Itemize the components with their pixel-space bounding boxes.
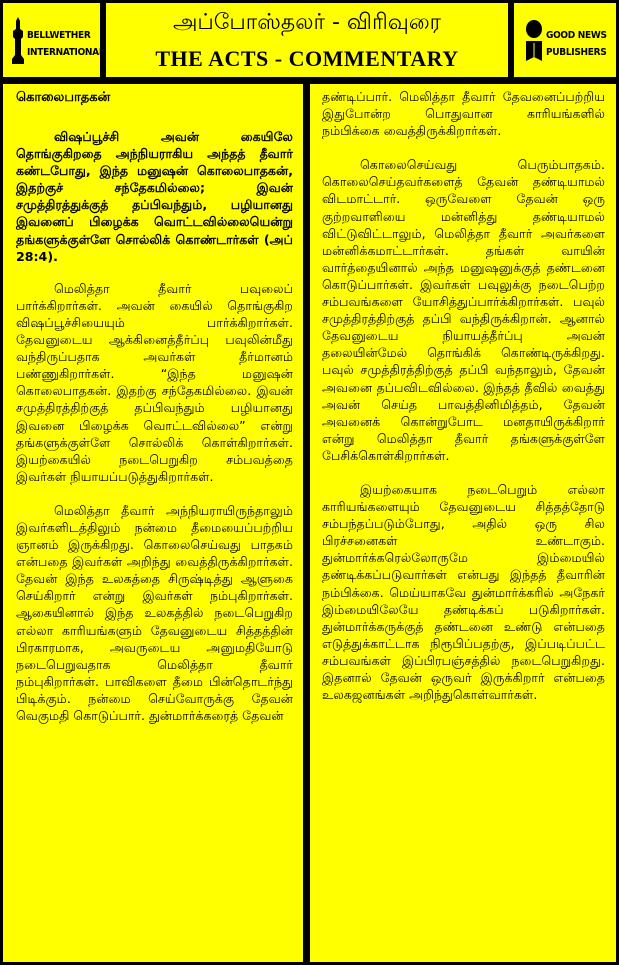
paragraph-1: மெலித்தா தீவார் பவுலைப் பார்க்கிறார்கள். அவன் கையில் தொங்குகிற விஷப்பூச்சியையும் பார்க்கிறார்கள். தேவனுடைய ஆக்கினைத்தீர்ப்பு பவுலின்மீது வந்திருப்பதாக அவர்கள் தீர்மானம் பண்ணுகிறார்கள். “இந்த மனுஷன் கொலைபாதகன். இதற்கு சந்தேகமில்லை. இவன் சமுத்திரத்திற்குத் தப்பிவந்தும் பழியானது இவனை பிழைக்க வொட்டவில்லை” என்று தங்களுக்குள்ளே சொல்லிக் கொள்கிறார்கள். இயற்கையில் நடைபெறுகிற சம்பவத்தை இவர்கள் நியாயப்படுத்துகிறார்கள். [16, 280, 293, 484]
right-logo-panel [514, 3, 616, 77]
lamp-icon [11, 15, 25, 65]
paragraph-4: இயற்கையாக நடைபெறும் எல்லா காரியங்களையும் தேவனுடைய சித்தத்தோடு சம்பந்தப்படும்போது, அதில் ஒரு சில பிரச்சனைகள் உண்டாகும். துன்மார்க்கரெல்லோருமே இம்மையில் தண்டிக்கப்படுவார்கள் என்பது இந்தத் தீவாரின் நம்பிக்கை. மெய்யாகவே துன்மார்க்கரில் அநேகர் இம்மையிலேயே தண்டிக்கப் படுகிறார்கள். துன்மார்க்கருக்குத் தண்டனை உண்டு என்பதை எடுத்துக்காட்டாக நிரூபிப்பதற்கு, இப்படிப்பட்ட சம்பவங்கள் இப்பிரபஞ்சத்தில் நடைபெறுகிறது. இதனால் தேவன் ஒருவர் இருக்கிறார் என்பதை உலகஜனங்கள் அறிந்துகொள்வார்கள். [322, 481, 605, 703]
right-column-text [322, 88, 605, 720]
logo-line-1: GOOD NEWS [546, 30, 607, 41]
logo-text [27, 27, 104, 61]
logo-text [546, 27, 607, 61]
logo-line-1: BELLWETHER [27, 30, 91, 41]
right-column [310, 84, 616, 962]
left-column [3, 84, 303, 962]
paragraph-2: மெலித்தா தீவார் அந்நியராயிருந்தாலும் இவர்களிடத்திலும் நன்மை தீமையைப்பற்றிய ஞானம் இருக்கிறது. கொலைசெய்வது பாதகம் என்பதை இவர்கள் அறிந்து வைத்திருக்கிறார்கள். தேவன் இந்த உலகத்தை சிருஷ்டித்து ஆளுகை செய்கிறார் என்று இவர்கள் நம்புகிறார்கள். ஆகையினால் இந்த உலகத்தில் நடைபெறுகிற எல்லா காரியங்களும் தேவனுடைய சித்தத்தின் பிரகாரமாக, அவருடைய அனுமதியோடு நடைபெறுவதாக மெலித்தா தீவார் நம்புகிறார்கள். பாவிகளை தீமை பின்தொடர்ந்து பிடிக்கும். நன்மை செய்வோருக்கு தேவன் வெகுமதி கொடுப்பார். துன்மார்க்கரைத் தேவன் [16, 502, 293, 723]
page-title-english: THE ACTS - COMMENTARY [155, 46, 459, 71]
title-panel [106, 3, 508, 77]
paragraph-continuation: தண்டிப்பார். மெலித்தா தீவார் தேவனைப்பற்றிய இதுபோன்ற பொதுவான காரியங்களில் நம்பிக்கை வைத்திருக்கிறார்கள். [322, 89, 605, 139]
paragraph-3: கொலைசெய்வது பெரும்பாதகம். கொலைசெய்தவர்களைத் தேவன் தண்டியாமல் விடமாட்டார். ஒருவேளை தேவன் ஒரு குற்றவாளியை மன்னித்து தண்டியாமல் விட்டுவிட்டாலும், மெலித்தா தீவார் அவர்களை மன்னிக்கமாட்டார்கள். தங்கள் வாயின் வார்த்தையினால் அந்த மனுஷனுக்குத் தண்டனை கொடுப்பார்கள். இவர்கள் பவுலுக்கு நடைபெற்ற சம்பவங்களை யோசித்துப்பார்க்கிறார்கள். பவுல் சமுத்திரத்திற்குத் தப்பி வந்திருக்கிறான். ஆனால் தேவனுடைய நியாயத்தீர்ப்பு அவன் தலையின்மேல் தொங்கிக் கொண்டிருக்கிறது. பவுல் சமுத்திரத்திற்குத் தப்பி வந்தாலும், தேவன் அவனை தப்பவிடவில்லை. இந்தத் தீவில் வைத்து அவன் செய்த பாவத்தினிமித்தம், தேவன் அவனைக் கொன்றுபோட மனதாயிருக்கிறார் என்று மெலித்தா தீவார் தங்களுக்குள்ளே பேசிக்கொள்கிறார்கள். [322, 157, 605, 463]
logo-line-2: INTERNATIONAL [27, 47, 105, 58]
book-globe-icon [524, 15, 544, 65]
bellwether-logo [11, 15, 105, 67]
left-column-text [16, 89, 293, 741]
logo-line-2: PUBLISHERS [546, 47, 607, 58]
scripture-quote: விஷப்பூச்சி அவன் கையிலே தொங்குகிறதை அந்நியராகிய அந்தத் தீவார் கண்டபோது, இந்த மனுஷன் கொலைபாதகன், இதற்குச் சந்தேகமில்லை; இவன் சமுத்திரத்துக்குத் தப்பிவந்தும், பழியானது இவனைப் பிழைக்க வொட்டவில்லையென்று தங்களுக்குள்ளே சொல்லிக் கொண்டார்கள் (அப் 28:4). [16, 129, 293, 264]
left-logo-panel [3, 3, 105, 77]
section-heading: கொலைபாதகன் [16, 90, 111, 105]
page-title-tamil: அப்போஸ்தலர் - விரிவுரை [172, 10, 442, 35]
good-news-logo [524, 15, 616, 67]
